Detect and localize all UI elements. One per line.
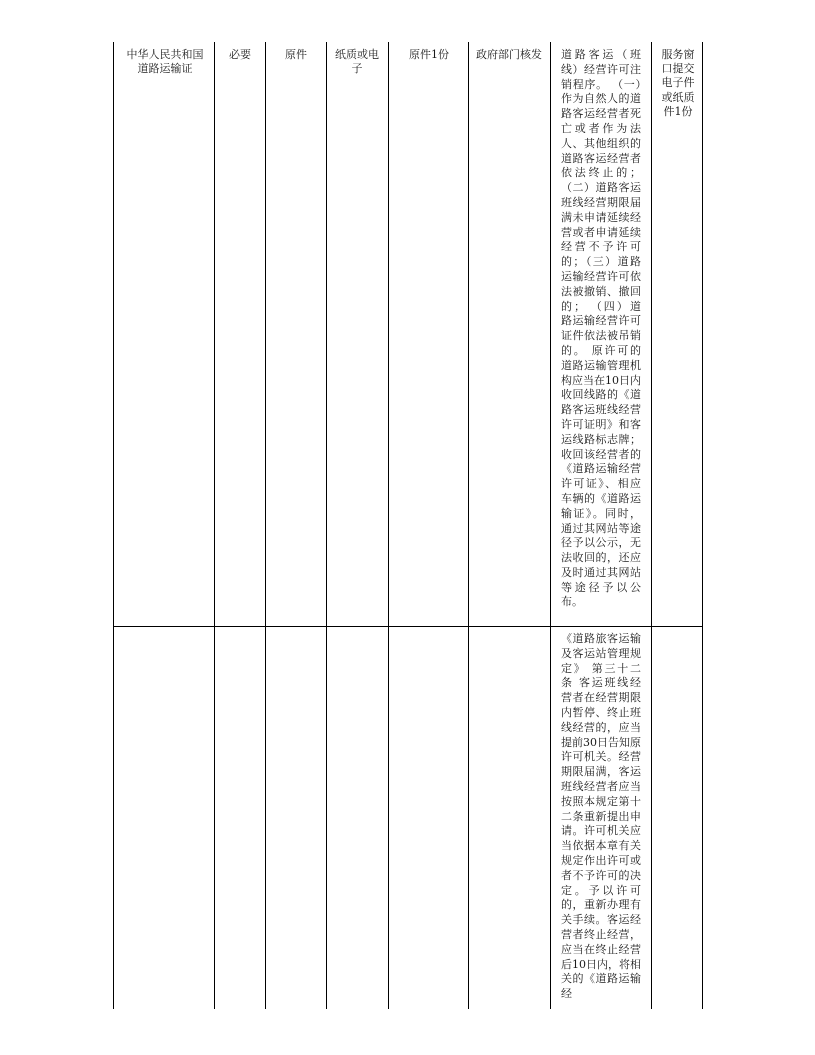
note-cell: 服务窗口提交电子件或纸质件1份 <box>661 48 695 118</box>
column-divider <box>265 42 266 1009</box>
column-divider <box>550 42 551 1009</box>
required-cell: 必要 <box>229 48 251 61</box>
legal-basis-cell: 《道路旅客运输及客运站管理规定》 第三十二条 客运班线经营者在经营期限内暂停、终止班线经营的，应当提前30日告知原许可机关。经营期限届满，客运班线经营者应当按照本规定第十二条重新提出申请。许可机关应当依据本章有关规定作出许可或者不予许可的决定。予以许可的，重新办理有关手续。客运经营者终止经营，应当在终止经营后10日内，将相关的《道路运输经 <box>561 632 641 1001</box>
material-name-cell: 中华人民共和国道路运输证 <box>126 48 204 76</box>
original-copy-cell: 原件 <box>285 48 307 61</box>
column-divider <box>326 42 327 1009</box>
column-divider <box>468 42 469 1009</box>
source-cell: 政府部门核发 <box>476 48 542 61</box>
medium-cell: 纸质或电子 <box>335 48 379 76</box>
materials-table <box>113 42 703 1009</box>
count-cell: 原件1份 <box>409 48 449 61</box>
legal-basis-cell: 道路客运（班线）经营许可注销程序。 （一）作为自然人的道路客运经营者死亡或者作为法人、其他组织的道路客运经营者依法终止的；（二）道路客运班线经营期限届满未申请延续经营或者申请延续经营不予许可的；（三）道路运输经营许可依法被撤销、撤回的； （四）道路运输经营许可证件依法被吊销的。 原许可的道路运输管理机构应当在10日内收回线路的《道路客运班线经营许可证明》和客运线路标志牌；收回该经营者的《道路运输经营许可证》、相应车辆的《道路运输证》。同时，通过其网站等途径予以公示，无法收回的，还应及时通过其网站等途径予以公布。 <box>561 48 641 609</box>
table-border-right <box>702 42 703 1009</box>
column-divider <box>388 42 389 1009</box>
row-divider <box>113 626 703 627</box>
table-border-left <box>113 42 114 1009</box>
column-divider <box>214 42 215 1009</box>
column-divider <box>651 42 652 1009</box>
